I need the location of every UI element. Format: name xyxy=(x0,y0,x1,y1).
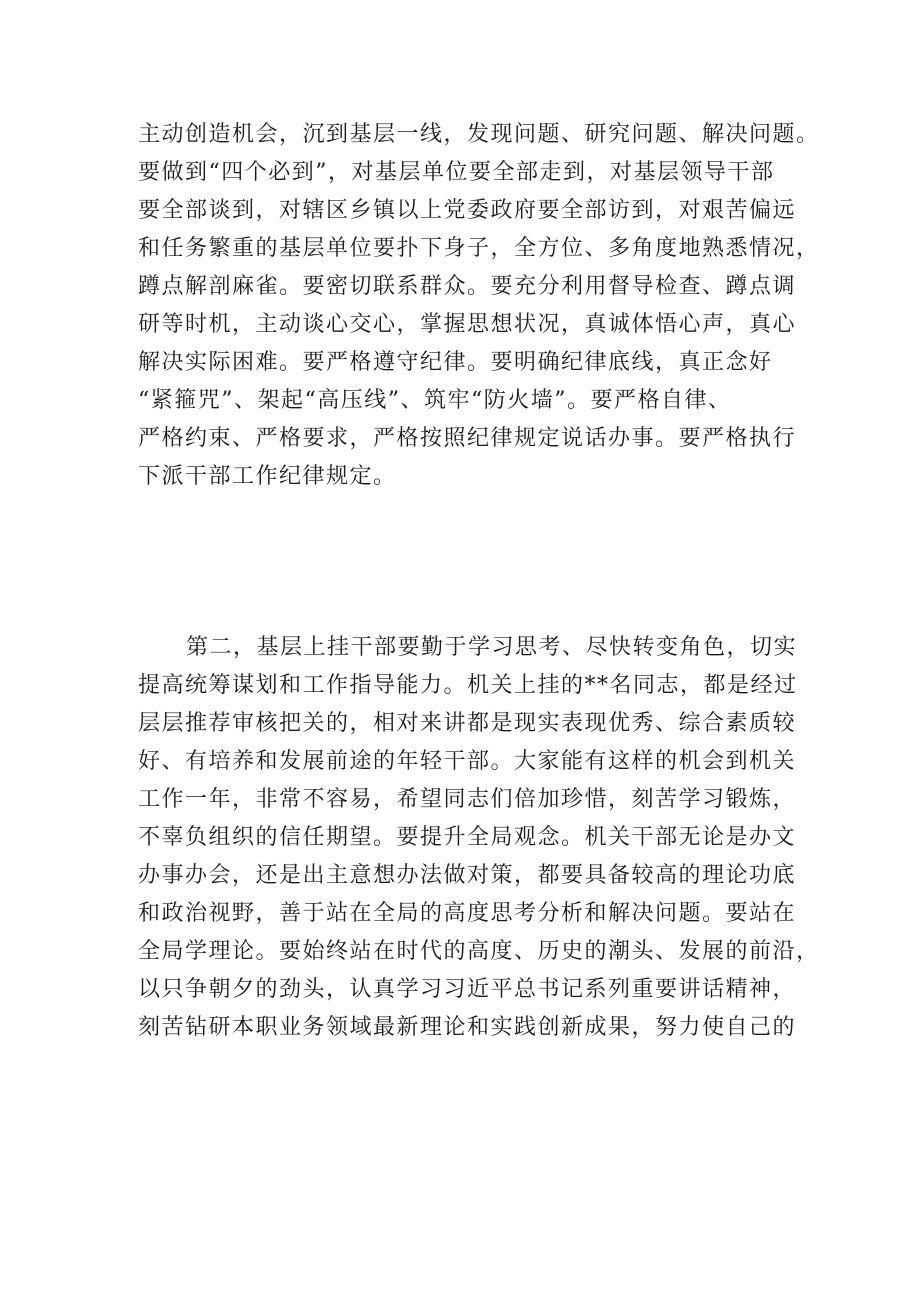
text-line: 办事办会，还是出主意想办法做对策，都要具备较高的理论功底 xyxy=(138,863,797,888)
text-line: 提高统筹谋划和工作指导能力。机关上挂的**名同志，都是经过 xyxy=(138,673,798,698)
text-line: 和政治视野，善于站在全局的高度思考分析和解决问题。要站在 xyxy=(138,901,797,926)
text-line: 全局学理论。要始终站在时代的高度、历史的潮头、发展的前沿， xyxy=(138,939,820,964)
text-line: 研等时机，主动谈心交心，掌握思想状况，真诚体悟心声，真心 xyxy=(138,312,797,337)
paragraph-2 xyxy=(138,629,820,1047)
text-line-first: 第二，基层上挂干部要勤于学习思考、尽快转变角色，切实 xyxy=(186,635,798,660)
text-line: 刻苦钻研本职业务领域最新理论和实践创新成果，努力使自己的 xyxy=(138,1015,797,1040)
text-line: 下派干部工作纪律规定。 xyxy=(138,464,397,489)
text-line: 好、有培养和发展前途的年轻干部。大家能有这样的机会到机关 xyxy=(138,749,797,774)
text-line: 要做到“四个必到”，对基层单位要全部走到，对基层领导干部 xyxy=(138,160,775,185)
text-line: 以只争朝夕的劲头，认真学习习近平总书记系列重要讲话精神， xyxy=(138,977,797,1002)
text-line: 蹲点解剖麻雀。要密切联系群众。要充分利用督导检查、蹲点调 xyxy=(138,274,797,299)
text-line: 工作一年，非常不容易，希望同志们倍加珍惜，刻苦学习锻炼， xyxy=(138,787,797,812)
text-line: 主动创造机会，沉到基层一线，发现问题、研究问题、解决问题。 xyxy=(138,122,820,147)
text-line: 严格约束、严格要求，严格按照纪律规定说话办事。要严格执行 xyxy=(138,426,797,451)
text-line: 层层推荐审核把关的，相对来讲都是现实表现优秀、综合素质较 xyxy=(138,711,797,736)
text-line: 要全部谈到，对辖区乡镇以上党委政府要全部访到，对艰苦偏远 xyxy=(138,198,797,223)
paragraph-1 xyxy=(138,116,820,496)
text-line: “紧箍咒”、架起“高压线”、筑牢“防火墙”。要严格自律、 xyxy=(138,388,732,413)
text-line: 不辜负组织的信任期望。要提升全局观念。机关干部无论是办文 xyxy=(138,825,797,850)
text-line: 解决实际困难。要严格遵守纪律。要明确纪律底线，真正念好 xyxy=(138,350,773,375)
text-line: 和任务繁重的基层单位要扑下身子，全方位、多角度地熟悉情况， xyxy=(138,236,820,261)
